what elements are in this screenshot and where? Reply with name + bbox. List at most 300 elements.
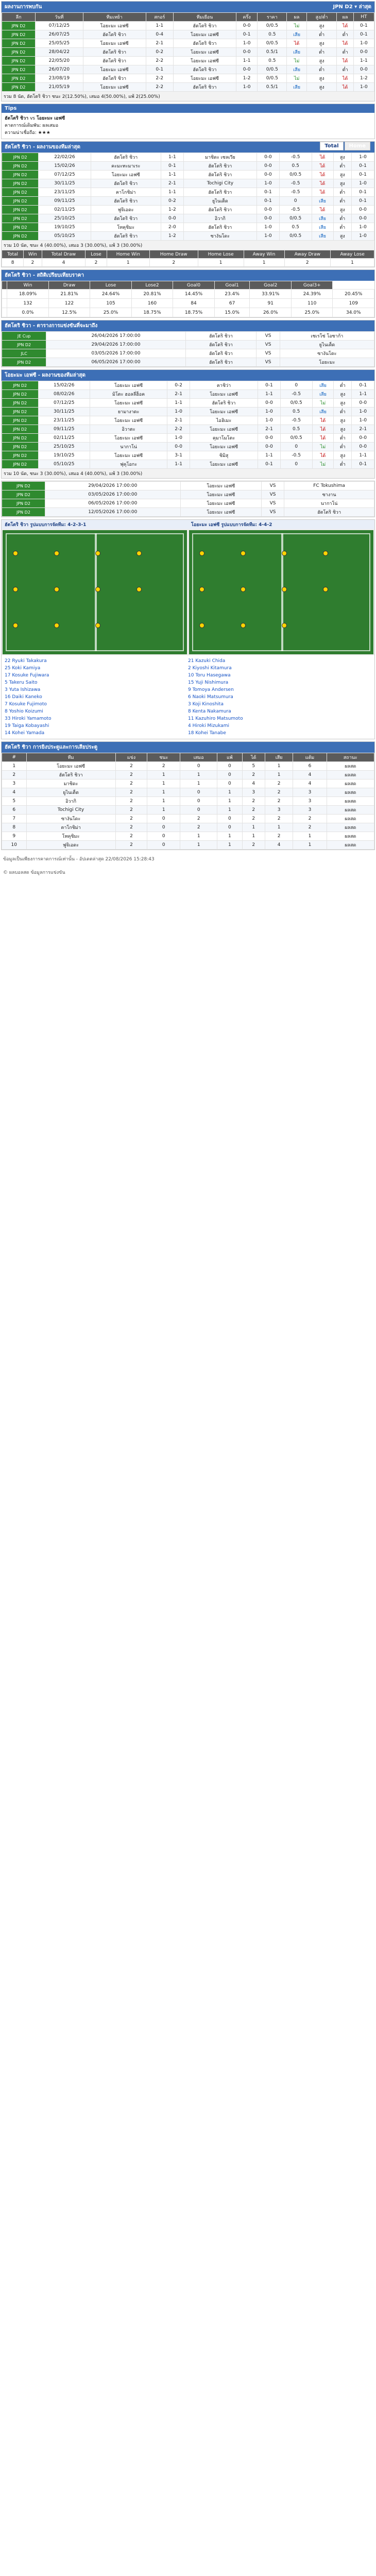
league-badge: JPN D2	[2, 499, 45, 508]
table-cell: เสีย	[312, 232, 333, 241]
table-cell: 1	[242, 832, 265, 841]
recent-row[interactable]	[2, 232, 374, 241]
standing-value: 2	[284, 259, 331, 267]
table-cell: 0-2	[167, 381, 190, 390]
column-header: #	[2, 753, 27, 762]
table-cell: สูง	[333, 153, 351, 162]
table-cell: 1-0	[258, 408, 281, 416]
table-cell: 1-1	[258, 390, 281, 399]
league-badge: JPN D2	[2, 39, 36, 48]
bottom-notes	[0, 852, 376, 866]
table-cell: 08/02/26	[38, 390, 90, 399]
table-cell: ต่ำ	[306, 65, 337, 74]
tips-title: Tips	[5, 106, 17, 111]
away-row[interactable]	[2, 451, 374, 460]
fixture-row[interactable]	[2, 349, 374, 358]
player-name[interactable]: 10 Toru Hasegawa	[188, 673, 231, 678]
column-header: แข่ง	[115, 753, 147, 762]
away-row[interactable]	[2, 390, 374, 399]
player-name[interactable]: 21 Kazuki Chida	[188, 658, 226, 664]
away-fixtures-section	[1, 481, 375, 517]
player-marker	[282, 551, 287, 556]
table-cell: ผลสด	[327, 815, 374, 823]
table-cell: 1-1	[161, 171, 183, 179]
table-cell: ไม่	[287, 22, 306, 30]
league-badge: JPN D2	[2, 188, 39, 197]
table-cell: ได้	[312, 434, 334, 443]
table-cell: ฮัตโตริ ชิวา	[185, 332, 257, 341]
league-badge: JPN D2	[2, 74, 36, 83]
player-name[interactable]: 25 Koki Kamiya	[5, 666, 41, 671]
table-cell: 0	[147, 815, 180, 823]
table-cell: โอยะมะ เอฟซี	[190, 425, 258, 434]
table-cell: ต่ำ	[306, 30, 337, 39]
player-marker	[54, 587, 59, 592]
away-row[interactable]	[2, 408, 374, 416]
table-cell: 30/11/25	[38, 408, 90, 416]
table-cell: 1	[293, 832, 327, 841]
standing-value: 2	[24, 259, 42, 267]
table-cell: 09/11/25	[39, 197, 91, 206]
table-cell: 1	[180, 832, 217, 841]
table-cell: 1	[293, 841, 327, 850]
table-cell: โอยะมะ เอฟซี	[180, 499, 261, 508]
table-cell: โอยะมะ เอฟซี	[190, 390, 258, 399]
table-cell: 0/0.5	[280, 399, 312, 408]
table-cell: 2	[293, 815, 327, 823]
table-cell: 25/05/25	[36, 39, 83, 48]
table-cell: ซางันโดะ	[183, 232, 257, 241]
recent-away-header	[2, 370, 374, 381]
player-name[interactable]: 5 Takeru Saito	[5, 680, 38, 685]
league-row[interactable]	[2, 788, 374, 797]
league-badge: JPN D2	[2, 171, 39, 179]
table-cell: 0-0	[353, 48, 374, 57]
column-header: Win	[7, 281, 49, 290]
odds-table	[2, 281, 374, 317]
table-cell: 2	[115, 762, 147, 771]
table-cell: ผลสด	[327, 779, 374, 788]
away-player-list	[188, 657, 371, 737]
table-cell: โอยะมะ เอฟซี	[173, 57, 236, 65]
player-marker	[241, 623, 246, 628]
table-cell: ได้	[337, 22, 353, 30]
table-cell: -0.5	[280, 416, 312, 425]
table-cell: อิวากิ	[183, 214, 257, 223]
column-header: ผล	[287, 13, 306, 22]
table-cell: 0	[217, 779, 242, 788]
table-cell: 4	[293, 779, 327, 788]
bottom-notes-text: ข้อมูลเป็นเพียงการคาดการณ์เท่านั้น - อัปเดตล่าสุด 22/08/2026 15:28:43	[3, 857, 155, 862]
column-header: Total	[2, 250, 24, 259]
player-name[interactable]: 33 Hiroki Yamamoto	[5, 716, 52, 721]
league-row[interactable]	[2, 832, 374, 841]
player-name[interactable]: 3 Koji Kinoshita	[188, 702, 224, 707]
table-cell: 23.4%	[214, 290, 250, 299]
column-header: ทีมเหย้า	[83, 13, 146, 22]
league-badge: JLC	[2, 349, 46, 358]
table-cell: ฮัตโตริ ชิวา	[91, 214, 161, 223]
recent-row[interactable]	[2, 188, 374, 197]
player-name[interactable]: 9 Tomoya Andersen	[188, 687, 234, 692]
tips-away: โอยะมะ เอฟซี	[36, 116, 65, 121]
table-cell: 3	[242, 788, 265, 797]
table-cell: 2	[265, 815, 293, 823]
h2h-row[interactable]	[2, 65, 374, 74]
table-cell: คาชิว่า	[190, 381, 258, 390]
odds-title: ฮัตโตริ ชิวา - สถิติเปรียบเทียบราคา	[5, 273, 84, 278]
table-cell: โทคุชิมะ	[91, 223, 161, 232]
table-cell: 1-0	[257, 179, 279, 188]
table-cell: ต่ำ	[333, 162, 351, 171]
league-row[interactable]	[2, 762, 374, 771]
table-cell: 1	[147, 771, 180, 779]
player-name[interactable]: 22 Ryuki Takakura	[5, 658, 47, 664]
table-cell: เสีย	[312, 381, 334, 390]
h2h-row[interactable]	[2, 74, 374, 83]
table-cell: 2-1	[146, 39, 173, 48]
table-cell: 18.09%	[7, 290, 49, 299]
table-cell: 0-0	[257, 153, 279, 162]
table-cell: ได้	[312, 425, 334, 434]
table-cell: 2	[115, 797, 147, 806]
table-cell: 1	[147, 797, 180, 806]
player-name[interactable]: 8 Yoshio Koizumi	[5, 709, 43, 714]
table-cell: ฮัตโตริ ชิวา	[185, 349, 257, 358]
player-name[interactable]: 3 Yuta Ishizawa	[5, 687, 41, 692]
table-cell: 0-0	[258, 443, 281, 451]
table-cell: 105	[90, 299, 132, 308]
recent-row[interactable]	[2, 197, 374, 206]
table-cell: Tochigi City	[26, 806, 115, 815]
table-cell: ผลสด	[327, 788, 374, 797]
table-cell: 0/0.5	[279, 214, 312, 223]
table-cell: สูง	[333, 232, 351, 241]
table-cell: 0.5	[279, 162, 312, 171]
table-cell: ต่ำ	[337, 48, 353, 57]
away-fixture-row[interactable]	[2, 499, 374, 508]
table-cell: ไม่	[312, 399, 334, 408]
league-row[interactable]	[2, 806, 374, 815]
table-cell: 0.5/1	[258, 48, 287, 57]
column-header: สถานะ	[327, 753, 374, 762]
fixture-row[interactable]	[2, 358, 374, 367]
table-cell: 2-0	[161, 223, 183, 232]
table-cell: -0.5	[280, 390, 312, 399]
league-row[interactable]	[2, 771, 374, 779]
tips-line2: ความน่าเชื่อถือ: ★★★	[5, 130, 50, 135]
h2h-row[interactable]	[2, 83, 374, 92]
table-cell: VS	[261, 499, 284, 508]
table-cell: ฮัตโตริ ชิวา	[185, 341, 257, 349]
h2h-filter[interactable]: JPN D2 ▾ ล่าสุด	[333, 4, 371, 10]
table-cell: 0/0.5	[258, 74, 287, 83]
column-header: ลีก	[2, 13, 36, 22]
player-marker	[241, 551, 246, 556]
table-cell: 2-2	[167, 425, 190, 434]
table-cell: ฮัตโตริ ชิวา	[173, 65, 236, 74]
odds-section	[1, 269, 375, 318]
table-cell: 18.75%	[131, 308, 173, 317]
table-cell: 25.0%	[291, 308, 333, 317]
away-row[interactable]	[2, 416, 374, 425]
league-badge: JPN D2	[2, 214, 39, 223]
player-name[interactable]: 7 Kosuke Fujimoto	[5, 702, 47, 707]
table-cell: โอยะมะ เอฟซี	[83, 65, 146, 74]
table-cell: Tochigi City	[183, 179, 257, 188]
table-cell: 3	[293, 788, 327, 797]
table-cell: ฮัตโตริ ชิวา	[91, 197, 161, 206]
column-header: Away Draw	[284, 250, 331, 259]
league-row[interactable]	[2, 779, 374, 788]
h2h-row[interactable]	[2, 22, 374, 30]
table-cell: 8	[2, 823, 27, 832]
table-cell: 12/05/2026 17:00:00	[45, 508, 180, 517]
column-header: HT	[353, 13, 374, 22]
table-cell: เสีย	[312, 214, 333, 223]
table-cell: 110	[291, 299, 333, 308]
away-pitch	[188, 529, 374, 655]
away-fixture-row[interactable]	[2, 482, 374, 490]
table-cell: 0	[217, 771, 242, 779]
table-cell: ได้	[312, 188, 333, 197]
standing-value: 1	[331, 259, 374, 267]
fixture-row[interactable]	[2, 341, 374, 349]
player-name[interactable]: 4 Hiroki Mizukami	[188, 723, 229, 728]
table-cell: 0-0	[236, 22, 257, 30]
table-cell: มาชิดะ เซลเวีย	[183, 153, 257, 162]
table-cell: 1-1	[352, 390, 374, 399]
table-cell: 1	[2, 762, 27, 771]
table-cell: สูง	[334, 390, 352, 399]
recent-away-summary	[2, 469, 374, 478]
table-cell: 1	[180, 841, 217, 850]
table-cell: 0.5	[279, 223, 312, 232]
table-cell: 06/05/2026 17:00:00	[46, 358, 185, 367]
table-cell: ฮัตโตริ ชิวา	[83, 57, 146, 65]
away-row[interactable]	[2, 381, 374, 390]
h2h-title: ผลงานการพบกัน	[5, 4, 42, 10]
away-row[interactable]	[2, 443, 374, 451]
table-cell: 0	[280, 460, 312, 469]
select-label: ล่าสุด	[358, 4, 371, 10]
recent-away-section	[1, 369, 375, 479]
league-badge: JPN D2	[2, 341, 46, 349]
table-cell: 0-1	[353, 22, 374, 30]
player-name[interactable]: 6 Naoki Matsumura	[188, 694, 233, 700]
table-cell: 1-1	[167, 399, 190, 408]
table-cell: 0-0	[352, 399, 374, 408]
table-cell: ฮัตโตริ ชิวา	[183, 162, 257, 171]
away-fixture-row[interactable]	[2, 508, 374, 517]
league-badge: JPN D2	[2, 443, 39, 451]
table-cell: 1-0	[353, 83, 374, 92]
table-cell: โอยะมะ เอฟซี	[190, 460, 258, 469]
league-row[interactable]	[2, 815, 374, 823]
table-cell: ได้	[337, 57, 353, 65]
table-cell: 0-0	[257, 171, 279, 179]
table-cell: 1-0	[352, 153, 374, 162]
league-tag: JPN D2	[333, 4, 353, 10]
league-row[interactable]	[2, 823, 374, 832]
table-cell: 2	[265, 779, 293, 788]
table-cell: 1	[147, 806, 180, 815]
player-name[interactable]: 18 Kohei Tanabe	[188, 731, 226, 736]
recent-row[interactable]	[2, 206, 374, 214]
league-badge: JPN D2	[2, 83, 36, 92]
table-cell: ฟุคุโอกะ	[90, 460, 167, 469]
table-cell: 2	[265, 788, 293, 797]
table-cell: ได้	[337, 39, 353, 48]
player-name[interactable]: 2 Kiyoshi Kitamura	[188, 666, 232, 671]
odds-row	[2, 290, 374, 299]
table-cell: ยามางาตะ	[90, 408, 167, 416]
player-name[interactable]: 14 Kohei Yamada	[5, 731, 45, 736]
league-badge: JPN D2	[2, 197, 39, 206]
table-cell: ไม่	[312, 460, 334, 469]
column-header: Win	[24, 250, 42, 259]
table-cell: 2	[242, 797, 265, 806]
table-cell: 26.0%	[250, 308, 292, 317]
table-cell: ได้	[312, 162, 333, 171]
table-cell: 02/11/25	[38, 434, 90, 443]
table-cell: 3	[293, 806, 327, 815]
table-cell: 1	[217, 806, 242, 815]
table-cell: 7	[2, 815, 27, 823]
table-cell: 4	[242, 779, 265, 788]
player-name[interactable]: 8 Kenta Nakamura	[188, 709, 231, 714]
away-fixture-row[interactable]	[2, 490, 374, 499]
fixtures-table	[2, 331, 374, 367]
table-cell: ฮัตโตริ ชิวา	[183, 206, 257, 214]
tab-home[interactable]: Home	[345, 142, 370, 150]
table-cell: 0-0	[352, 443, 374, 451]
league-row[interactable]	[2, 841, 374, 850]
table-cell: 2	[115, 841, 147, 850]
table-cell: ต่ำ	[333, 197, 351, 206]
tips-line1: คาดการณ์เดิมพัน: ผลเสมอ	[5, 123, 59, 128]
standing-value: 4	[42, 259, 86, 267]
recent-summary-text: รวม 10 นัด, ชนะ 4 (40.00%), เสมอ 3 (30.00%), แพ้ 3 (30.00%)	[4, 243, 143, 248]
away-row[interactable]	[2, 425, 374, 434]
table-cell: ต่ำ	[334, 443, 352, 451]
table-cell: สูง	[306, 83, 337, 92]
recent-row[interactable]	[2, 179, 374, 188]
away-lineup	[188, 520, 374, 655]
league-badge: JPN D2	[2, 162, 39, 171]
table-cell: โอยะมะ เอฟซี	[190, 408, 258, 416]
fixtures-header	[2, 320, 374, 331]
h2h-row[interactable]	[2, 39, 374, 48]
table-cell: 2-1	[352, 425, 374, 434]
player-marker	[282, 587, 287, 592]
table-cell: ต่ำ	[334, 408, 352, 416]
table-cell: 0/0.5	[258, 65, 287, 74]
table-cell: -0.5	[279, 153, 312, 162]
table-cell: นากาโน่	[284, 499, 374, 508]
table-cell: ซางันโดะ	[26, 815, 115, 823]
table-cell: ฮัตโตริ ชิวา	[91, 232, 161, 241]
player-name[interactable]: 17 Kosuke Fujiwara	[5, 673, 49, 678]
away-row[interactable]	[2, 399, 374, 408]
table-cell: 29/04/2026 17:00:00	[45, 482, 180, 490]
h2h-header	[2, 2, 374, 12]
table-cell: 29/04/2026 17:00:00	[46, 341, 185, 349]
player-name[interactable]: 11 Kazuhiro Matsumoto	[188, 716, 243, 721]
table-cell: 0-1	[352, 460, 374, 469]
player-name[interactable]: 16 Daiki Kaneko	[5, 694, 42, 700]
table-cell: 0/0.5	[279, 171, 312, 179]
column-header	[2, 281, 7, 290]
table-cell: ฮัตโตริ ชิวา	[190, 399, 258, 408]
table-cell: 0	[217, 762, 242, 771]
table-cell: ได้	[312, 153, 333, 162]
player-marker	[95, 623, 100, 628]
table-cell: ซางันโดะ	[280, 349, 374, 358]
table-cell: 1	[265, 823, 293, 832]
column-header: วันที่	[36, 13, 83, 22]
table-cell: 0-0	[352, 434, 374, 443]
table-cell: -0.5	[279, 206, 312, 214]
player-marker	[241, 587, 246, 592]
player-name[interactable]: 15 Yuji Nishimura	[188, 680, 229, 685]
table-cell: 1	[217, 841, 242, 850]
table-cell: 0	[217, 815, 242, 823]
table-cell: 6	[2, 806, 27, 815]
tips-body: ฮัตโตริ ชิวา vs โอยะมะ เอฟซี คาดการณ์เดิมพัน: ผลเสมอ ความน่าเชื่อถือ: ★★★	[2, 113, 374, 139]
away-row[interactable]	[2, 434, 374, 443]
table-cell: ต่ำ	[334, 434, 352, 443]
standing-value: 8	[2, 259, 24, 267]
table-cell: 2	[180, 815, 217, 823]
league-row[interactable]	[2, 797, 374, 806]
player-marker	[54, 623, 59, 628]
recent-row[interactable]	[2, 223, 374, 232]
away-row[interactable]	[2, 460, 374, 469]
recent-row[interactable]	[2, 214, 374, 223]
player-name[interactable]: 19 Taiga Kobayashi	[5, 723, 49, 728]
table-cell: 1-0	[236, 83, 257, 92]
h2h-row[interactable]	[2, 30, 374, 39]
tab-total[interactable]: Total	[320, 142, 343, 150]
table-cell: 15/02/26	[38, 381, 90, 390]
table-cell: 10	[2, 841, 27, 850]
table-cell: ได้	[312, 171, 333, 179]
table-cell: 09/11/25	[38, 425, 90, 434]
table-cell: 2	[147, 762, 180, 771]
column-header: ครึ่ง	[236, 13, 257, 22]
h2h-row[interactable]	[2, 57, 374, 65]
table-cell: 19/10/25	[38, 451, 90, 460]
tips-home: ฮัตโตริ ชิวา	[5, 116, 29, 121]
table-cell: 05/10/25	[38, 460, 90, 469]
table-cell: 0	[180, 762, 217, 771]
recent-row[interactable]	[2, 153, 374, 162]
recent-row[interactable]	[2, 171, 374, 179]
table-cell: 109	[333, 299, 374, 308]
tips-header	[2, 104, 374, 113]
league-badge: JPN D2	[2, 508, 45, 517]
table-cell: 0	[180, 797, 217, 806]
recent-row[interactable]	[2, 162, 374, 171]
recent-home-summary	[2, 241, 374, 250]
table-cell: ได้	[312, 416, 334, 425]
h2h-row[interactable]	[2, 48, 374, 57]
table-cell: โทคุชิมะ	[26, 832, 115, 841]
fixture-row[interactable]	[2, 332, 374, 341]
table-cell: 0-1	[352, 197, 374, 206]
league-badge: JPN D2	[2, 390, 39, 399]
